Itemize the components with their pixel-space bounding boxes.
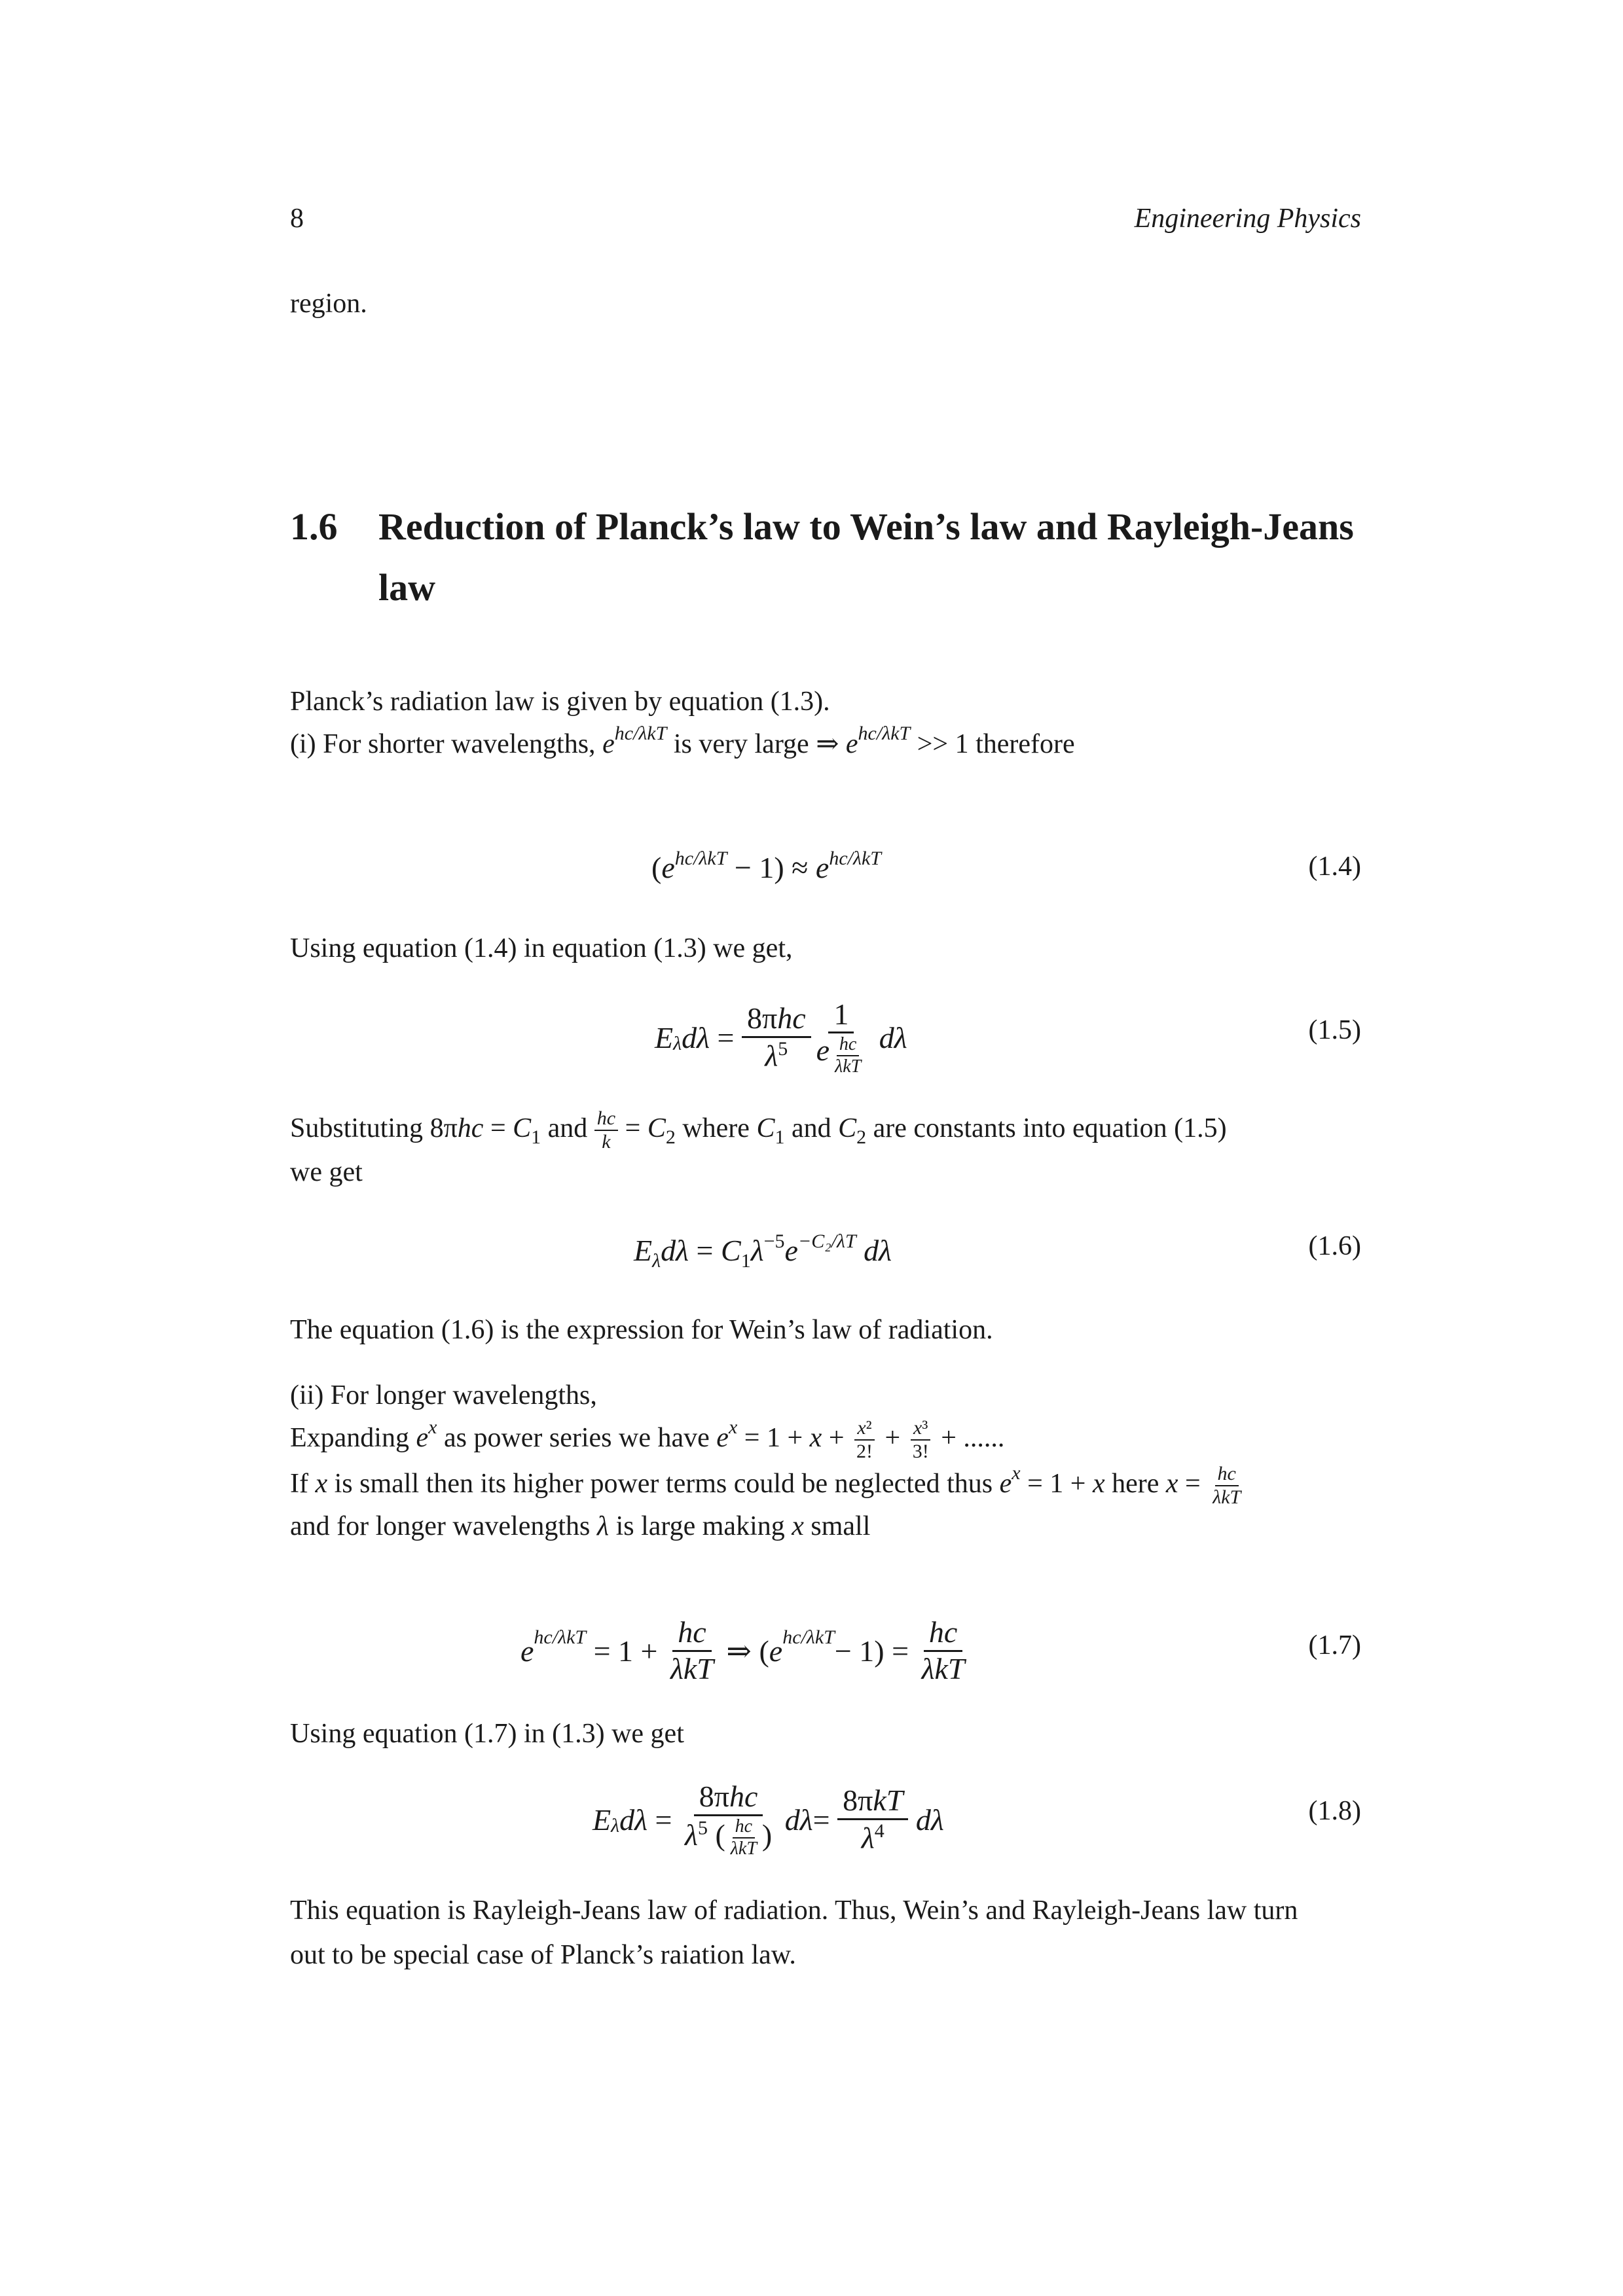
equation-number: (1.5): [1308, 1015, 1361, 1045]
running-title: Engineering Physics: [1134, 204, 1361, 234]
page-number: 8: [290, 204, 304, 234]
text-segment: is large making: [615, 1511, 785, 1541]
text-segment: and: [791, 1113, 831, 1143]
text-segment: are constants into equation (1.5): [873, 1113, 1227, 1143]
paragraph-short-wavelengths: (i) For shorter wavelengths, $e^{hc/\lambda kT}$ is very large ⇒ $e^{hc/\lambda kT} >> 1$ therefore: [290, 723, 1075, 759]
text-segment: Substituting: [290, 1113, 424, 1143]
intro-fragment: region.: [290, 289, 367, 319]
paragraph-expansion: Expanding $e^x$ as power series we have $e^x = 1 + x$ + $\frac{\text{x²}}{2!}$ + $\frac{\text{x³}}{3!}$ + ......: [290, 1416, 1005, 1463]
text-segment: (i) For shorter wavelengths,: [290, 729, 596, 759]
text-segment: as power series we have: [443, 1423, 710, 1453]
paragraph-long-wavelengths: (ii) For longer wavelengths,: [290, 1380, 597, 1410]
text-segment: + ......: [941, 1423, 1005, 1453]
text-segment: is small then its higher power terms could be neglected thus: [334, 1469, 993, 1499]
section-title-line2: law: [378, 566, 435, 609]
equation-number: (1.8): [1308, 1796, 1361, 1826]
text-segment: Expanding: [290, 1423, 409, 1453]
text-segment: and for longer wavelengths: [290, 1511, 591, 1541]
equation-1-5: E λ dλ = $\frac{\text{8πhc}}{\lambda^5}$ 1 e $\frac{hc}{\text{λkT}}$ dλ: [655, 997, 907, 1077]
paragraph-conclusion-line2: out to be special case of Planck’s raiation law.: [290, 1940, 796, 1970]
paragraph-we-get: we get: [290, 1157, 363, 1187]
text-segment: and: [547, 1113, 588, 1143]
paragraph-large-lambda: and for longer wavelengths λ is large making x small: [290, 1511, 871, 1541]
equation-1-7: e hc/λkT = 1 + $\frac{hc}{\text{λkT}}$ ⇒ ( e hc/λkT − 1) = $\frac{hc}{\text{λkT}}$: [520, 1615, 965, 1685]
equation-number: (1.6): [1308, 1231, 1361, 1261]
equation-number: (1.4): [1308, 852, 1361, 882]
text-segment: If: [290, 1469, 308, 1499]
equation-number: (1.7): [1308, 1630, 1361, 1660]
equation-1-4: $(e^{hc/\lambda kT} - 1) \approx e^{hc/\lambda kT}$: [651, 847, 881, 884]
paragraph-conclusion-line1: This equation is Rayleigh-Jeans law of radiation. Thus, Wein’s and Rayleigh-Jeans law turn: [290, 1895, 1298, 1926]
paragraph-small-x: If x is small then its higher power terms could be neglected thus $e^x = 1 + x$ here x = $\frac{hc}{\text{λkT}}$: [290, 1462, 1241, 1509]
text-segment: is very large ⇒: [673, 729, 839, 759]
text-segment: >> 1 therefore: [917, 729, 1075, 759]
text-segment: where: [682, 1113, 750, 1143]
text-segment: here: [1112, 1469, 1159, 1499]
paragraph-wein-law: The equation (1.6) is the expression for Wein’s law of radiation.: [290, 1315, 993, 1345]
equation-1-8: E λ dλ = 8πhc $\lambda^5$ ( $\frac{hc}{\text{λkT}}$ ) dλ = $\frac{\text{8πkT}}{\lambda^4}$ dλ: [593, 1779, 944, 1859]
paragraph-using-eq-1-7: Using equation (1.7) in (1.3) we get: [290, 1719, 684, 1749]
section-title-line1: Reduction of Planck’s law to Wein’s law and Rayleigh-Jeans: [378, 505, 1354, 548]
text-segment: small: [811, 1511, 871, 1541]
paragraph-planck-intro: Planck’s radiation law is given by equation (1.3).: [290, 687, 830, 717]
paragraph-substituting: Substituting $8\pi hc = C_1$ and $\frac{hc}{k}$ = $C_2$ where $C_1$ and $C_2$ are constants into equation (1.5): [290, 1107, 1227, 1153]
section-number: 1.6: [290, 505, 338, 548]
paragraph-using-eq-1-4: Using equation (1.4) in equation (1.3) we get,: [290, 933, 793, 963]
equation-1-6: $E_\lambda d\lambda = C_1\lambda^{-5}e^{-C_2/\lambda T}$ dλ: [634, 1230, 892, 1272]
